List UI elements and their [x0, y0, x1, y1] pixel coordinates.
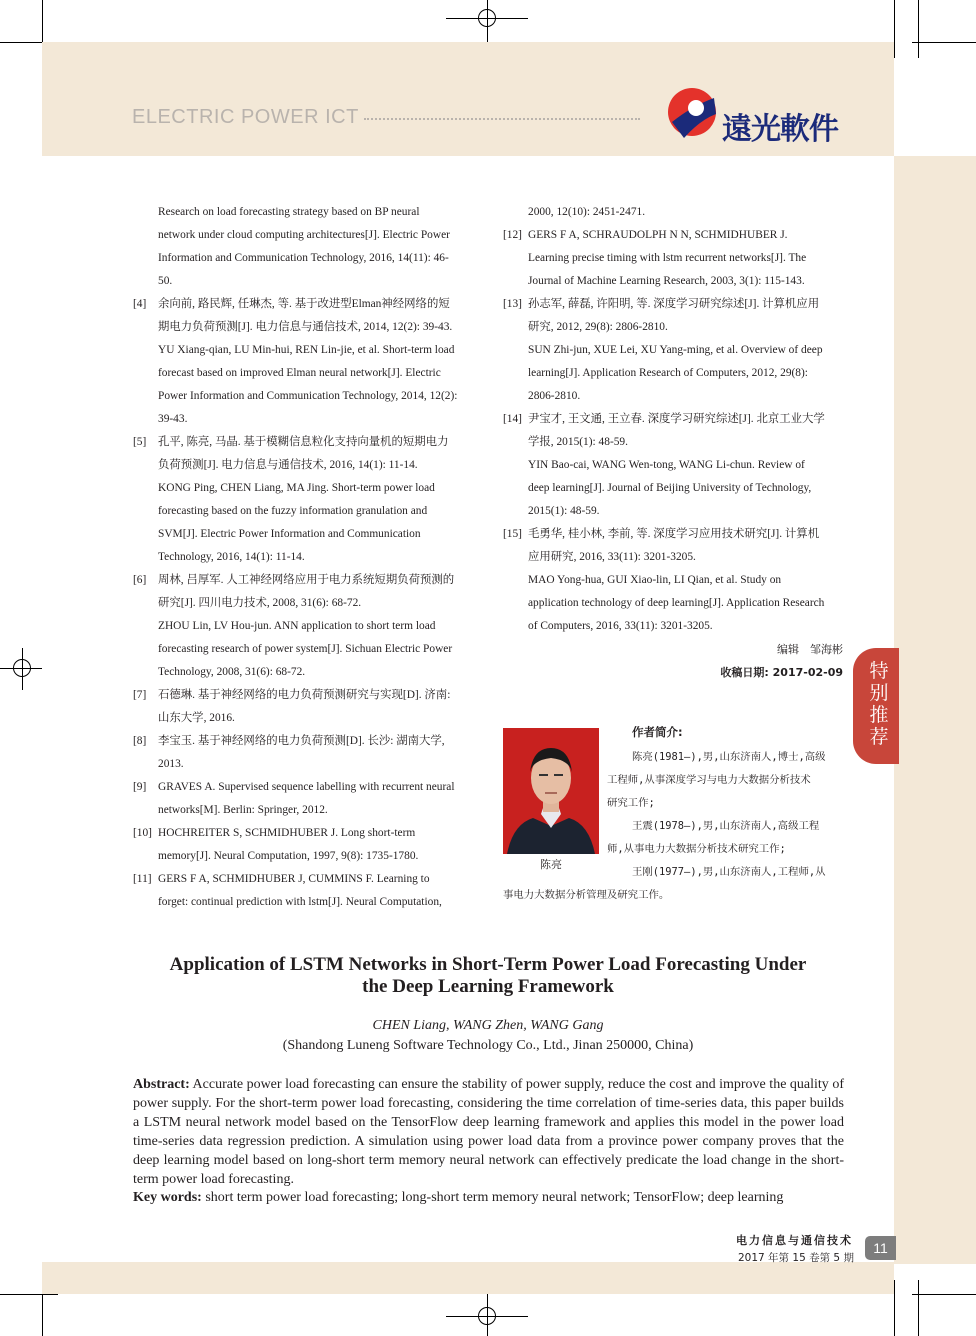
reference-translation-line: forecasting based on the fuzzy information granulation and: [158, 505, 428, 517]
reference-translation-line: ZHOU Lin, LV Hou-jun. ANN application to short term load: [158, 620, 436, 632]
reference-line: 石德琳. 基于神经网络的电力负荷预测研究与实现[D]. 济南:: [158, 689, 451, 701]
reference-line: Learning precise timing with lstm recurrent networks[J]. The: [528, 252, 807, 264]
reference-item: [503, 201, 843, 224]
bio-line: 研究工作;: [607, 797, 655, 809]
bio-title: 作者简介:: [632, 725, 683, 739]
reference-number: [15]: [503, 528, 522, 540]
reference-number: [13]: [503, 298, 522, 310]
reference-item: [133, 201, 473, 293]
english-title-line1: Application of LSTM Networks in Short-Term Power Load Forecasting Under: [169, 954, 807, 975]
logo-text: 遠光軟件: [722, 112, 838, 147]
reference-line: Information and Communication Technology, 2016, 14(11): 46-: [158, 252, 449, 264]
reference-item: [133, 868, 473, 914]
reference-item: [133, 684, 473, 730]
reference-line: network under cloud computing architectures[J]. Electric Power: [158, 229, 450, 241]
reference-number: [10]: [133, 827, 152, 839]
reference-line: networks[M]. Berlin: Springer, 2012.: [158, 804, 328, 816]
reference-line: GERS F A, SCHRAUDOLPH N N, SCHMIDHUBER J.: [528, 229, 788, 241]
reference-line: 毛勇华, 桂小林, 李前, 等. 深度学习应用技术研究[J]. 计算机: [528, 528, 820, 540]
abstract-label: Abstract:: [133, 1077, 190, 1092]
reference-line: 50.: [158, 275, 173, 287]
reference-line: 余向前, 路民辉, 任琳杰, 等. 基于改进型Elman神经网络的短: [158, 298, 450, 310]
keywords-text: short term power load forecasting; long-short term memory neural network; TensorFlow; deep learning: [205, 1190, 784, 1205]
reference-line: GRAVES A. Supervised sequence labelling with recurrent neural: [158, 781, 455, 793]
reference-translation-line: of Computers, 2016, 33(11): 3201-3205.: [528, 620, 713, 632]
reference-line: 期电力负荷预测[J]. 电力信息与通信技术, 2014, 12(2): 39-43.: [158, 321, 453, 333]
reference-number: [12]: [503, 229, 522, 241]
reference-translation-line: KONG Ping, CHEN Liang, MA Jing. Short-term power load: [158, 482, 435, 494]
footer-band: [42, 1262, 894, 1294]
reference-line: Research on load forecasting strategy based on BP neural: [158, 206, 420, 218]
header-brand-text: ELECTRIC POWER ICT: [132, 106, 359, 128]
bio-line: 王震(1978–),男,山东济南人,高级工程: [632, 820, 820, 832]
side-tab-label: 特别推荐: [869, 660, 889, 748]
bio-line: 事电力大数据分析管理及研究工作。: [503, 889, 670, 901]
reference-number: [11]: [133, 873, 152, 885]
reference-item: [133, 431, 473, 569]
reference-number: [8]: [133, 735, 147, 747]
reference-translation-line: Technology, 2008, 31(6): 68-72.: [158, 666, 306, 678]
bio-line: 师,从事电力大数据分析技术研究工作;: [607, 843, 786, 855]
reference-line: 应用研究, 2016, 33(11): 3201-3205.: [528, 551, 696, 563]
journal-name: 电力信息与通信技术: [736, 1234, 853, 1247]
journal-issue: 2017 年第 15 卷第 5 期: [738, 1252, 854, 1264]
reference-line: 李宝玉. 基于神经网络的电力负荷预测[D]. 长沙: 湖南大学,: [158, 735, 445, 747]
reference-number: [5]: [133, 436, 147, 448]
reference-translation-line: forecast based on improved Elman neural network[J]. Electric: [158, 367, 441, 379]
reference-number: [14]: [503, 413, 522, 425]
reference-line: Journal of Machine Learning Research, 2003, 3(1): 115-143.: [528, 275, 805, 287]
reference-translation-line: learning[J]. Application Research of Computers, 2012, 29(8):: [528, 367, 808, 379]
author-photo: [503, 728, 599, 854]
reference-line: 研究[J]. 四川电力技术, 2008, 31(6): 68-72.: [158, 597, 362, 609]
english-keywords: [133, 1188, 844, 1207]
reference-translation-line: 2806-2810.: [528, 390, 581, 402]
reference-line: 孙志军, 薛磊, 许阳明, 等. 深度学习研究综述[J]. 计算机应用: [528, 298, 820, 310]
keywords-label: Key words:: [133, 1190, 202, 1205]
reference-translation-line: SVM[J]. Electric Power Information and Communication: [158, 528, 421, 540]
reference-number: [7]: [133, 689, 147, 701]
references-left-column: [133, 201, 473, 914]
received-date: 收稿日期: 2017-02-09: [720, 666, 843, 679]
reference-translation-line: 2015(1): 48-59.: [528, 505, 600, 517]
side-strip: [894, 156, 976, 1264]
reference-item: [503, 523, 843, 638]
english-title: [120, 954, 856, 998]
page-number: 11: [865, 1236, 896, 1260]
reference-line: GERS F A, SCHMIDHUBER J, CUMMINS F. Learning to: [158, 873, 430, 885]
reference-line: 孔平, 陈亮, 马晶. 基于模糊信息粒化支持向量机的短期电力: [158, 436, 449, 448]
reference-translation-line: MAO Yong-hua, GUI Xiao-lin, LI Qian, et al. Study on: [528, 574, 782, 586]
reference-item: [133, 822, 473, 868]
reference-line: forget: continual prediction with lstm[J]. Neural Computation,: [158, 896, 442, 908]
english-affiliation: (Shandong Luneng Software Technology Co., Ltd., Jinan 250000, China): [282, 1038, 694, 1053]
abstract-text: Accurate power load forecasting can ensure the stability of power supply, reduce the cost and improve the quality of power supply. For the short-term power load forecasting, considering the time correlation of time-series data, this paper builds a LSTM neural network model based on the TensorFlow deep learning framework and applies this model in the power load time-series data regression prediction. A simulation using power load data from a province power company proves that the deep learning model based on long-short term memory neural network can effectively predicate the load change in the short-term power load forecasting.: [133, 1077, 844, 1187]
reference-item: [133, 730, 473, 776]
reference-item: [503, 408, 843, 523]
reference-translation-line: application technology of deep learning[J]. Application Research: [528, 597, 825, 609]
reference-translation-line: 39-43.: [158, 413, 188, 425]
reference-translation-line: SUN Zhi-jun, XUE Lei, XU Yang-ming, et al. Overview of deep: [528, 344, 823, 356]
reference-line: 2000, 12(10): 2451-2471.: [528, 206, 646, 218]
reference-line: 学报, 2015(1): 48-59.: [528, 436, 628, 448]
reference-line: 尹宝才, 王文通, 王立春. 深度学习研究综述[J]. 北京工业大学: [528, 413, 825, 425]
reference-line: 山东大学, 2016.: [158, 712, 235, 724]
header-dotted-rule: [364, 118, 640, 120]
reference-item: [133, 776, 473, 822]
reference-line: 负荷预测[J]. 电力信息与通信技术, 2016, 14(1): 11-14.: [158, 459, 418, 471]
reference-item: [133, 569, 473, 684]
reference-translation-line: YIN Bao-cai, WANG Wen-tong, WANG Li-chun. Review of: [528, 459, 805, 471]
reference-line: 研究, 2012, 29(8): 2806-2810.: [528, 321, 668, 333]
bio-line: 工程师,从事深度学习与电力大数据分析技术: [607, 774, 811, 786]
bio-line: 王刚(1977–),男,山东济南人,工程师,从: [632, 866, 826, 878]
english-abstract: [133, 1075, 844, 1189]
reference-number: [9]: [133, 781, 147, 793]
reference-line: 周林, 吕厚军. 人工神经网络应用于电力系统短期负荷预测的: [158, 574, 455, 586]
reference-number: [6]: [133, 574, 147, 586]
reference-translation-line: Technology, 2016, 14(1): 11-14.: [158, 551, 305, 563]
reference-line: HOCHREITER S, SCHMIDHUBER J. Long short-term: [158, 827, 416, 839]
reference-number: [4]: [133, 298, 147, 310]
editor-line: 编辑 邹海彬: [777, 643, 843, 656]
reference-item: [503, 293, 843, 408]
reference-translation-line: Power Information and Communication Technology, 2014, 12(2):: [158, 390, 458, 402]
reference-item: [503, 224, 843, 293]
references-right-column: [503, 201, 843, 684]
english-title-line2: the Deep Learning Framework: [362, 976, 614, 997]
reference-item: [133, 293, 473, 431]
reference-line: memory[J]. Neural Computation, 1997, 9(8): 1735-1780.: [158, 850, 419, 862]
photo-caption: 陈亮: [540, 858, 562, 871]
reference-translation-line: YU Xiang-qian, LU Min-hui, REN Lin-jie, et al. Short-term load: [158, 344, 455, 356]
reference-line: 2013.: [158, 758, 184, 770]
bio-line: 陈亮(1981–),男,山东济南人,博士,高级: [632, 751, 826, 763]
english-authors: CHEN Liang, WANG Zhen, WANG Gang: [372, 1018, 604, 1033]
reference-translation-line: deep learning[J]. Journal of Beijing University of Technology,: [528, 482, 812, 494]
reference-translation-line: forecasting research of power system[J]. Sichuan Electric Power: [158, 643, 453, 655]
